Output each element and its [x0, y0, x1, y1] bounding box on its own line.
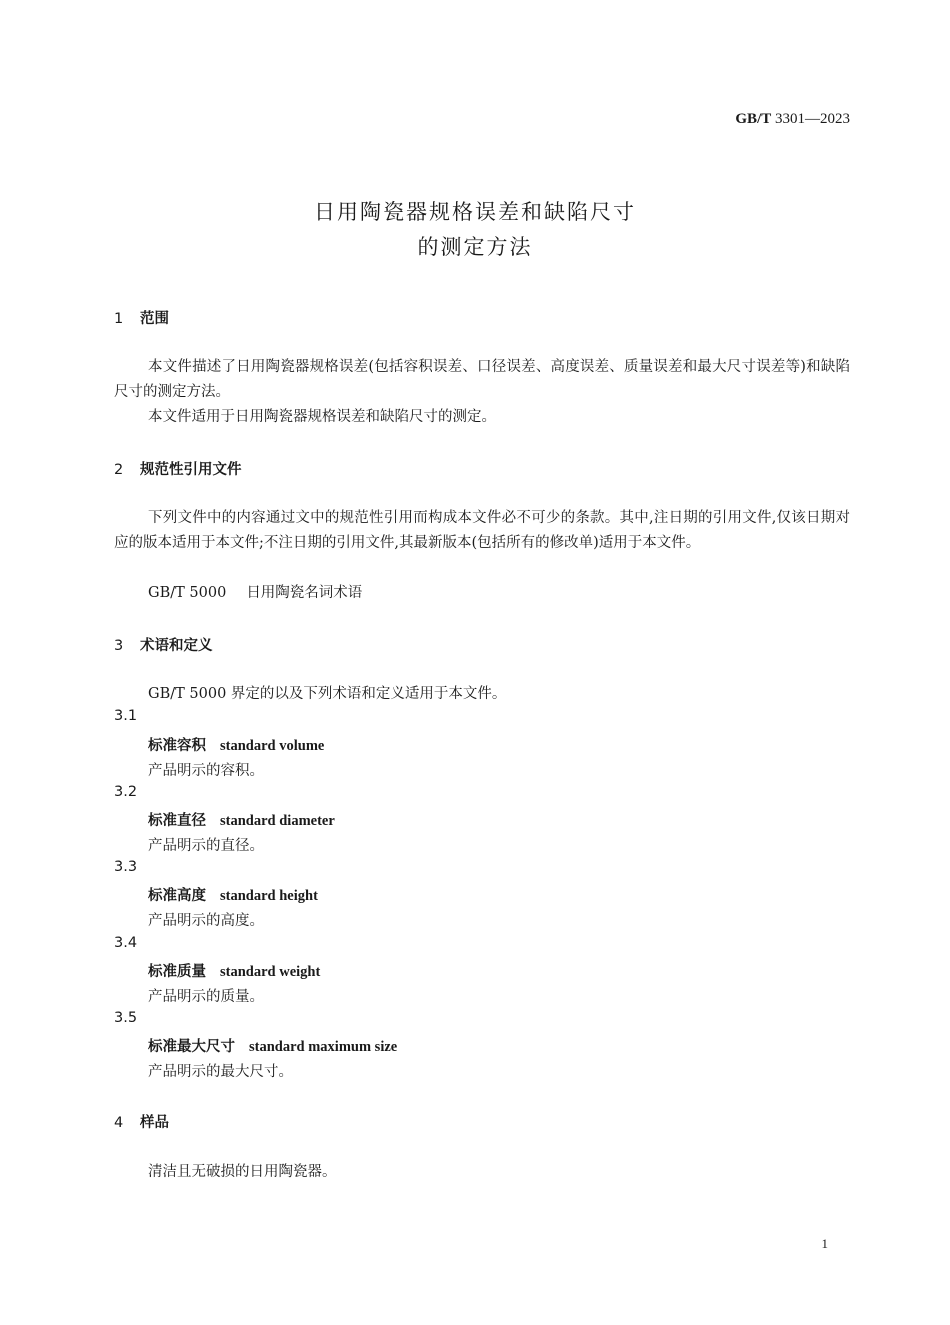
term-definition: 产品明示的质量。: [148, 989, 264, 1005]
term-english: standard diameter: [220, 813, 335, 829]
term-entry: [148, 960, 320, 981]
section-4-title: 样品: [140, 1115, 169, 1131]
term-definition: 产品明示的高度。: [148, 913, 264, 929]
term-english: standard volume: [220, 738, 325, 754]
section-2-title: 规范性引用文件: [140, 462, 242, 478]
term-english: standard weight: [220, 964, 321, 980]
section-2-paragraph-1: 下列文件中的内容通过文中的规范性引用而构成本文件必不可少的条款。其中,注日期的引用文件,仅该日期对应的版本适用于本文件;不注日期的引用文件,其最新版本(包括所有的修改单)适用于本文件。: [114, 510, 850, 551]
section-1-number: 1: [114, 311, 124, 327]
section-3-intro: GB/T 5000 界定的以及下列术语和定义适用于本文件。: [148, 686, 507, 702]
term-definition: 产品明示的最大尺寸。: [148, 1064, 293, 1080]
term-definition: 产品明示的容积。: [148, 763, 264, 779]
term-number: 3.4: [114, 935, 138, 951]
section-1-title: 范围: [140, 311, 169, 327]
standard-code-prefix: GB/T: [735, 111, 772, 127]
page-number: 1: [821, 1236, 828, 1251]
reference-code: GB/T 5000: [148, 585, 227, 601]
document-title-line2: 的测定方法: [417, 235, 533, 259]
document-title-line1: 日用陶瓷器规格误差和缺陷尺寸: [314, 200, 636, 224]
section-4-heading: [114, 1111, 169, 1132]
section-2-heading: [114, 458, 242, 479]
term-definition: 产品明示的直径。: [148, 838, 264, 854]
section-2-number: 2: [114, 462, 124, 478]
reference-title: 日用陶瓷名词术语: [246, 585, 363, 601]
term-number: 3.3: [114, 859, 138, 875]
standard-code-number: 3301—2023: [775, 111, 850, 127]
section-3-number: 3: [114, 638, 124, 654]
section-4-number: 4: [114, 1115, 124, 1131]
term-english: standard maximum size: [249, 1039, 398, 1055]
term-entry: [148, 1035, 397, 1056]
section-1-paragraph-2: 本文件适用于日用陶瓷器规格误差和缺陷尺寸的测定。: [148, 409, 496, 425]
term-number: 3.5: [114, 1010, 138, 1026]
standard-code: [735, 111, 850, 128]
section-4-paragraph-1: 清洁且无破损的日用陶瓷器。: [148, 1164, 337, 1180]
term-chinese: 标准最大尺寸: [148, 1039, 235, 1055]
term-chinese: 标准高度: [148, 888, 206, 904]
term-chinese: 标准质量: [148, 964, 206, 980]
term-number: 3.2: [114, 784, 138, 800]
normative-reference: [148, 581, 362, 602]
term-number: 3.1: [114, 708, 138, 724]
section-1-paragraph-1: 本文件描述了日用陶瓷器规格误差(包括容积误差、口径误差、高度误差、质量误差和最大尺寸误差等)和缺陷尺寸的测定方法。: [114, 359, 850, 400]
term-entry: [148, 884, 318, 905]
term-chinese: 标准直径: [148, 813, 206, 829]
section-1-heading: [114, 307, 169, 328]
term-entry: [148, 734, 324, 755]
term-english: standard height: [220, 888, 318, 904]
term-chinese: 标准容积: [148, 738, 206, 754]
section-3-title: 术语和定义: [140, 638, 213, 654]
section-3-heading: [114, 634, 213, 655]
term-entry: [148, 809, 335, 830]
